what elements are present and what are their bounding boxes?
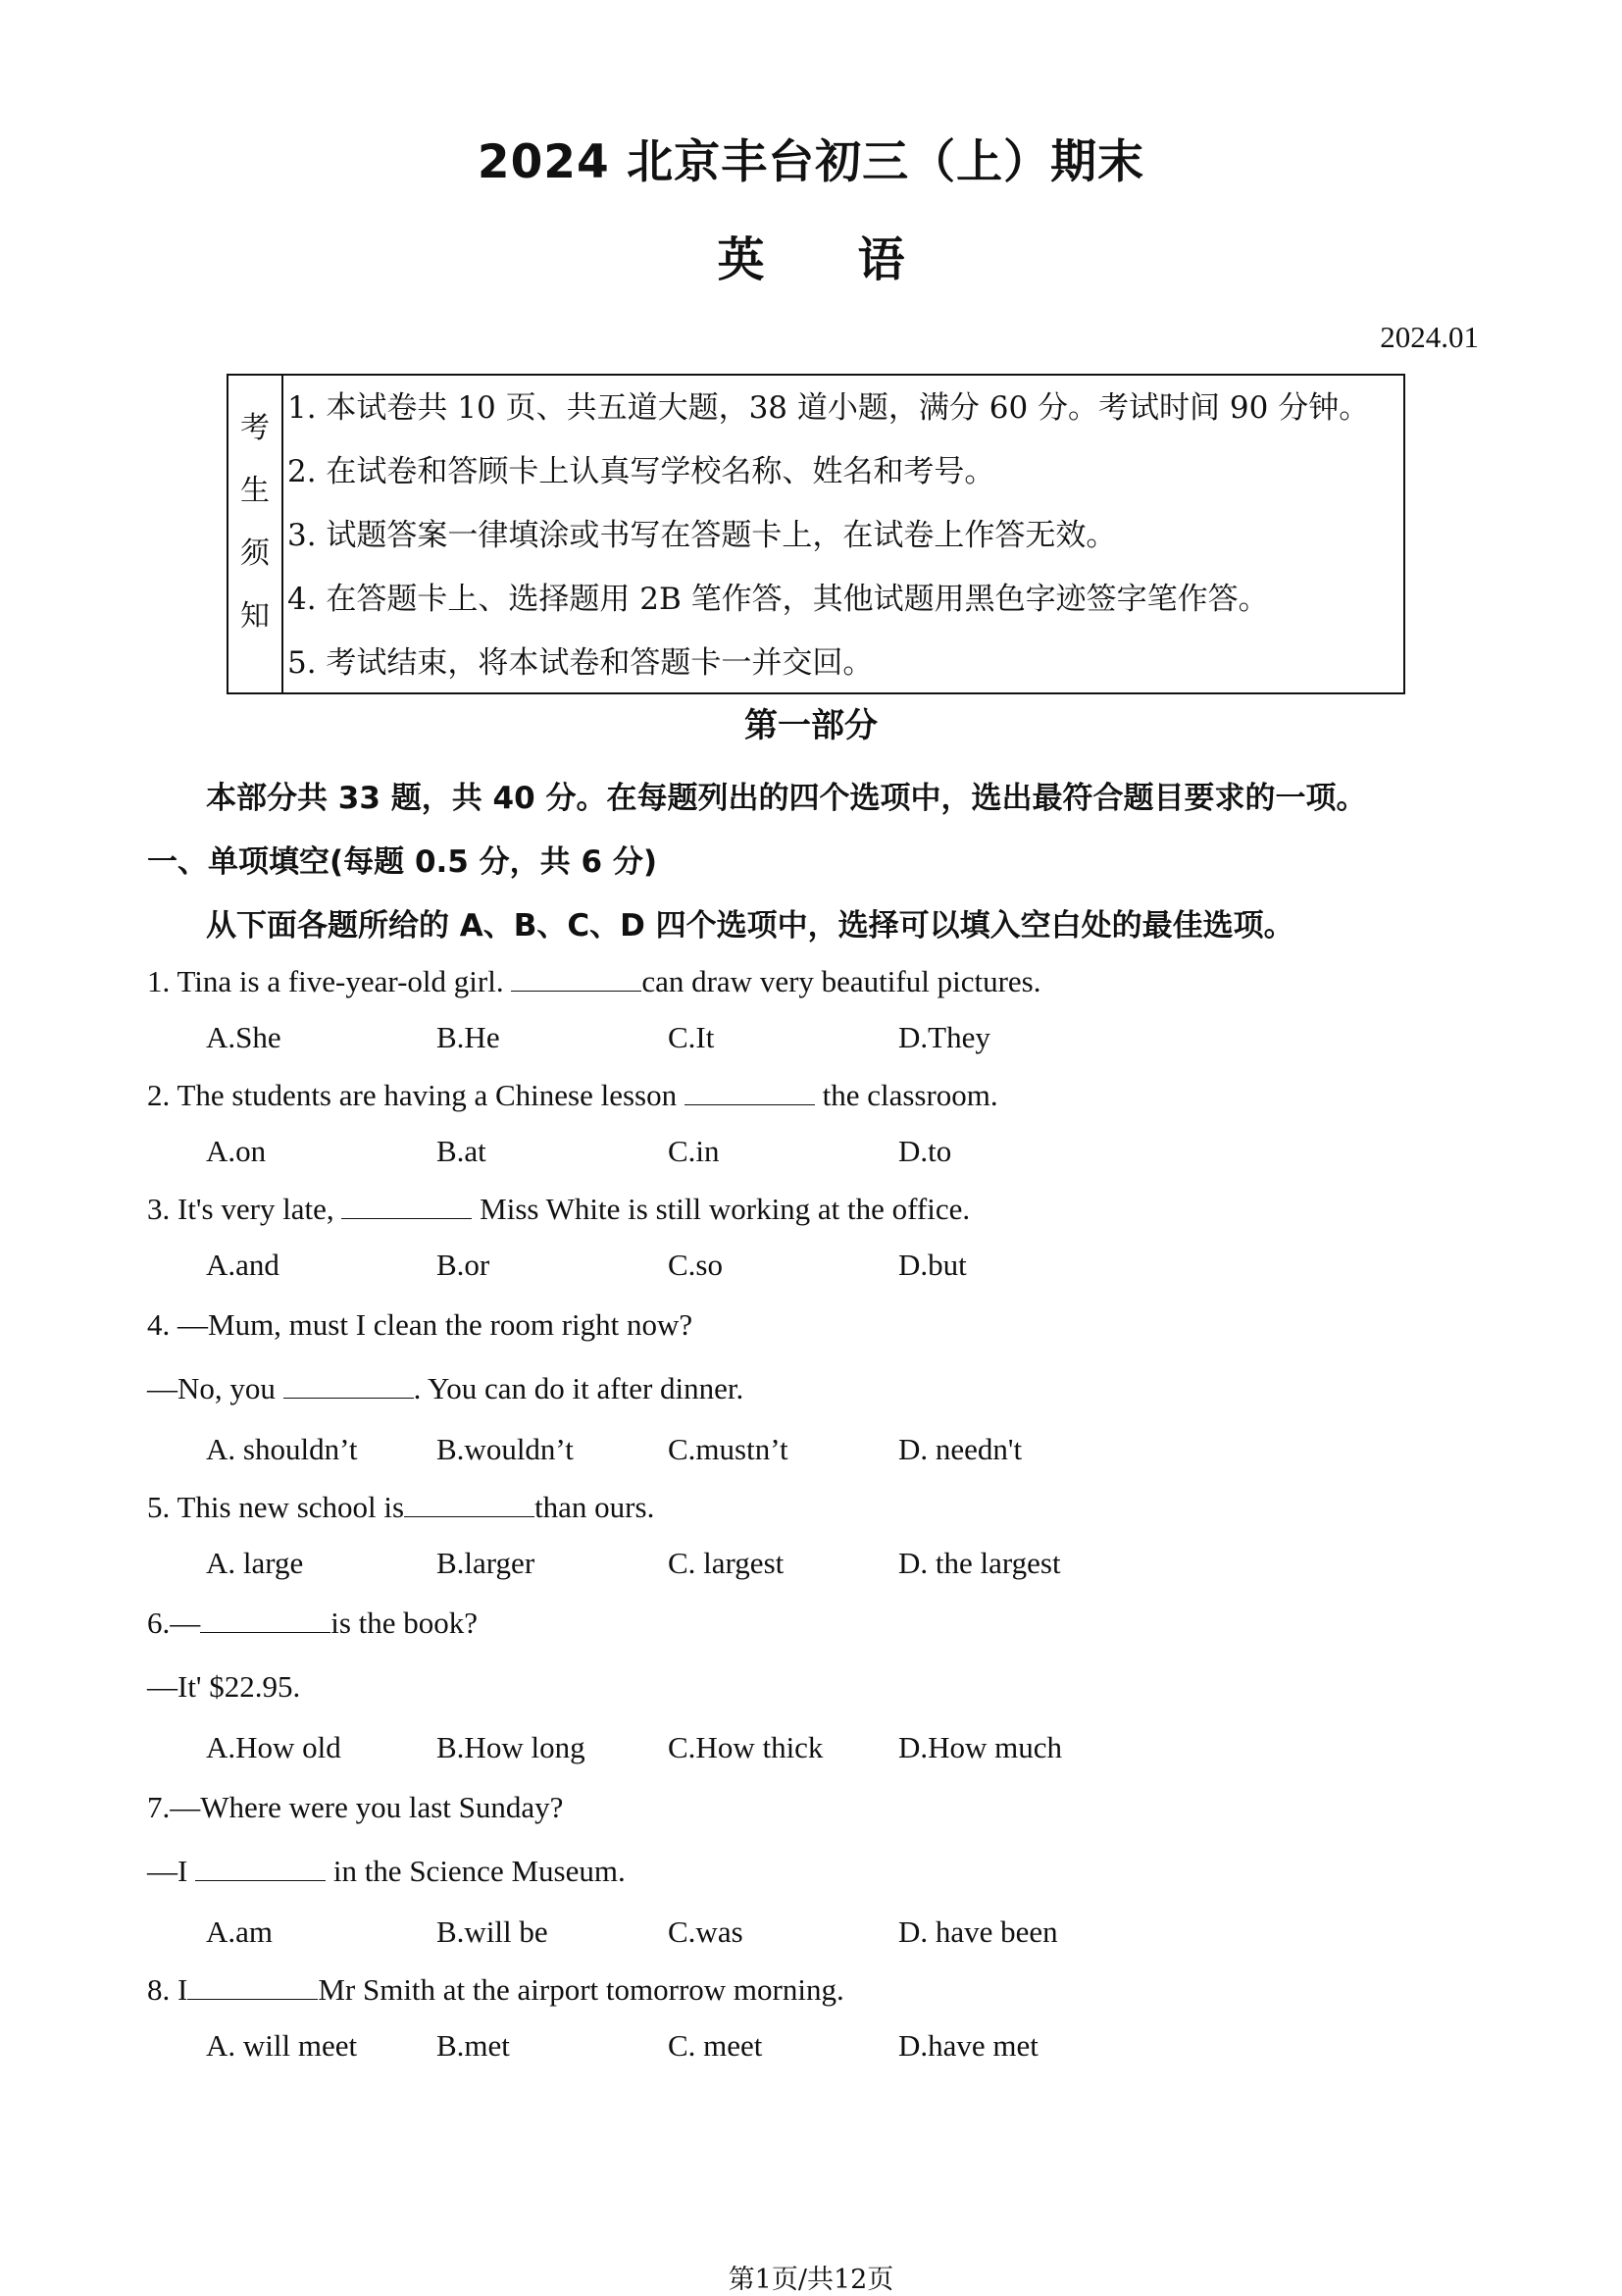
option-a: A.on: [206, 1134, 267, 1168]
option-d: D. have been: [898, 1914, 1058, 1949]
question-4: 4. —Mum, must I clean the room right now?: [147, 1307, 693, 1342]
subject-title: 英语: [717, 232, 998, 287]
answer-blank: [283, 1374, 414, 1399]
option-a: A. will meet: [206, 2028, 358, 2063]
question-7-reply: [147, 1854, 626, 1889]
question-7: 7.—Where were you last Sunday?: [147, 1790, 564, 1824]
option-c: C.It: [668, 1020, 715, 1054]
question-text: —I: [147, 1854, 196, 1888]
notice-label: [228, 376, 283, 692]
question-4-reply: [147, 1371, 743, 1406]
question-1: [147, 964, 1040, 999]
question-text: 3. It's very late,: [147, 1192, 342, 1226]
exam-date: 2024.01: [1380, 320, 1479, 354]
question-text: Miss White is still working at the office.: [472, 1192, 971, 1226]
option-b: B.wouldn’t: [436, 1432, 574, 1466]
notice-item: 3. 试题答案一律填涂或书写在答题卡上，在试卷上作答无效。: [287, 518, 1117, 553]
question-text: than ours.: [534, 1490, 655, 1524]
option-d: D. needn't: [898, 1432, 1023, 1466]
option-a: A.am: [206, 1914, 274, 1949]
question-text: can draw very beautiful pictures.: [641, 964, 1041, 998]
part-intro: 本部分共 33 题，共 40 分。在每题列出的四个选项中，选出最符合题目要求的一项。: [206, 781, 1367, 816]
notice-item: 5. 考试结束，将本试卷和答题卡一并交回。: [287, 645, 874, 681]
option-b: B.at: [436, 1134, 486, 1168]
page-footer: 第1页/共12页: [728, 2265, 894, 2295]
question-8: [147, 1972, 844, 2008]
notice-item: 2. 在试卷和答顾卡上认真写学校名称、姓名和考号。: [287, 454, 995, 489]
question-text: 2. The students are having a Chinese lesson: [147, 1078, 684, 1112]
option-c: C.in: [668, 1134, 720, 1168]
part-title: 第一部分: [744, 706, 878, 745]
answer-blank: [195, 1857, 326, 1881]
option-b: B.larger: [436, 1546, 535, 1580]
option-a: A. shouldn’t: [206, 1432, 358, 1466]
option-b: B.will be: [436, 1914, 548, 1949]
notice-label-char: 知: [240, 599, 270, 634]
section-instruction: 从下面各题所给的 A、B、C、D 四个选项中，选择可以填入空白处的最佳选项。: [206, 908, 1294, 944]
option-c: C.How thick: [668, 1730, 824, 1764]
option-d: D.They: [898, 1020, 990, 1054]
page-title: 2024 北京丰台初三（上）期末: [477, 135, 1145, 189]
option-d: D.to: [898, 1134, 952, 1168]
notice-items: [283, 376, 1403, 692]
option-a: A.How old: [206, 1730, 341, 1764]
option-d: D.have met: [898, 2028, 1039, 2063]
option-d: D.How much: [898, 1730, 1063, 1764]
section-title: 一、单项填空(每题 0.5 分，共 6 分): [147, 844, 657, 880]
option-a: A.She: [206, 1020, 281, 1054]
question-6-reply: —It' $22.95.: [147, 1669, 301, 1704]
option-a: A.and: [206, 1248, 279, 1282]
option-c: C.so: [668, 1248, 723, 1282]
notice-label-char: 生: [240, 474, 270, 508]
question-5: [147, 1490, 654, 1525]
option-b: B.He: [436, 1020, 500, 1054]
option-c: C.was: [668, 1914, 743, 1949]
answer-blank: [684, 1081, 815, 1105]
question-text: 5. This new school is: [147, 1490, 405, 1524]
question-text: 1. Tina is a five-year-old girl.: [147, 964, 512, 998]
option-b: B.How long: [436, 1730, 585, 1764]
notice-label-char: 考: [240, 411, 270, 445]
question-3: [147, 1192, 970, 1227]
notice-item: 4. 在答题卡上、选择题用 2B 笔作答，其他试题用黑色字迹签字笔作答。: [287, 582, 1269, 617]
notice-item: 1. 本试卷共 10 页、共五道大题，38 道小题，满分 60 分。考试时间 90 分钟。: [287, 390, 1370, 426]
option-b: B.met: [436, 2028, 510, 2063]
question-text: Mr Smith at the airport tomorrow morning.: [318, 1972, 844, 2007]
option-c: C.mustn’t: [668, 1432, 788, 1466]
question-text: 8. I: [147, 1972, 188, 2007]
question-text: in the Science Museum.: [326, 1854, 626, 1888]
question-text: is the book?: [330, 1606, 479, 1640]
answer-blank: [341, 1195, 472, 1219]
option-a: A. large: [206, 1546, 304, 1580]
option-b: B.or: [436, 1248, 490, 1282]
question-text: —No, you: [147, 1371, 283, 1405]
option-d: D. the largest: [898, 1546, 1061, 1580]
option-c: C. largest: [668, 1546, 785, 1580]
question-text: . You can do it after dinner.: [413, 1371, 744, 1405]
question-text: the classroom.: [814, 1078, 998, 1112]
candidate-notice-box: [227, 374, 1405, 694]
question-2: [147, 1078, 998, 1113]
notice-label-char: 须: [240, 536, 270, 571]
answer-blank: [200, 1608, 330, 1633]
answer-blank: [187, 1975, 318, 2000]
option-c: C. meet: [668, 2028, 763, 2063]
answer-blank: [511, 967, 641, 992]
answer-blank: [404, 1493, 534, 1517]
question-6: [147, 1606, 478, 1641]
question-text: 6.—: [147, 1606, 201, 1640]
option-d: D.but: [898, 1248, 967, 1282]
